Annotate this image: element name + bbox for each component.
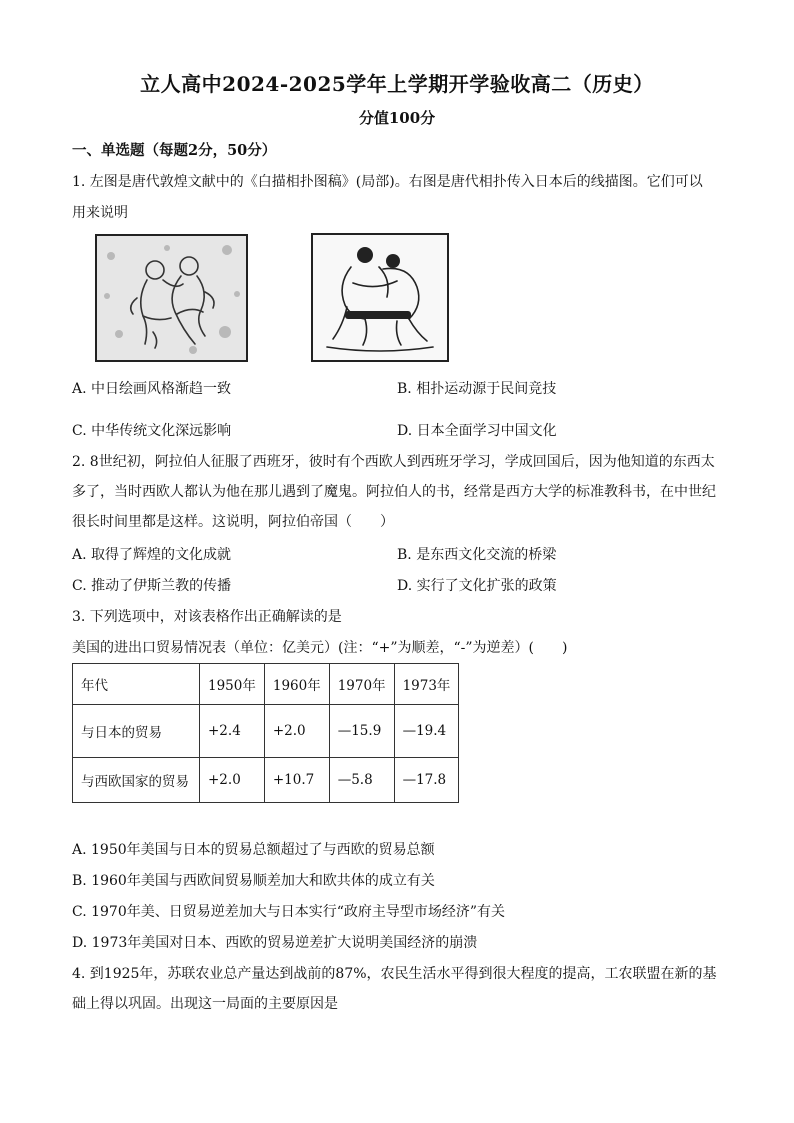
- q1-stem-line2: 用来说明: [72, 205, 128, 221]
- table-row: [73, 758, 459, 803]
- q1-option-b[interactable]: B. 相扑运动源于民间竞技: [397, 381, 557, 397]
- q2-option-c[interactable]: C. 推动了伊斯兰教的传播: [72, 578, 232, 594]
- trade-table: [72, 663, 459, 803]
- q2-option-a[interactable]: A. 取得了辉煌的文化成就: [72, 547, 232, 563]
- table-header-cell: 1973年: [394, 664, 459, 705]
- table-header-cell: 1950年: [200, 664, 265, 705]
- table-cell: —17.8: [394, 758, 459, 803]
- q3-option-b[interactable]: B. 1960年美国与西欧间贸易顺差加大和欧共体的成立有关: [72, 873, 435, 889]
- table-header-cell: 年代: [73, 664, 200, 705]
- section-heading: 一、单选题（每题2分，50分）: [72, 142, 277, 159]
- q3-option-a[interactable]: A. 1950年美国与日本的贸易总额超过了与西欧的贸易总额: [72, 842, 435, 858]
- japanese-sumo-line-drawing-image: [311, 233, 449, 362]
- dunhuang-sketch-figure: [97, 236, 246, 360]
- table-header-row: [73, 664, 459, 705]
- table-cell: +10.7: [264, 758, 329, 803]
- q2-option-b[interactable]: B. 是东西文化交流的桥梁: [397, 547, 557, 563]
- q3-option-d[interactable]: D. 1973年美国对日本、西欧的贸易逆差扩大说明美国经济的崩溃: [72, 935, 478, 951]
- table-cell: 与日本的贸易: [73, 705, 200, 758]
- table-cell: +2.4: [200, 705, 265, 758]
- table-cell: +2.0: [200, 758, 265, 803]
- table-cell: —15.9: [329, 705, 394, 758]
- table-cell: —19.4: [394, 705, 459, 758]
- table-row: [73, 705, 459, 758]
- table-cell: 与西欧国家的贸易: [73, 758, 200, 803]
- q1-option-a[interactable]: A. 中日绘画风格渐趋一致: [72, 381, 232, 397]
- q3-option-c[interactable]: C. 1970年美、日贸易逆差加大与日本实行“政府主导型市场经济”有关: [72, 904, 506, 920]
- table-cell: +2.0: [264, 705, 329, 758]
- q1-stem-line1: 1. 左图是唐代敦煌文献中的《白描相扑图稿》(局部)。右图是唐代相扑传入日本后的线描图。它们可以: [72, 174, 703, 190]
- q3-table-caption: 美国的进出口贸易情况表（单位：亿美元）(注：“+”为顺差，“-”为逆差）( ): [72, 640, 568, 656]
- q4-stem: 4. 到1925年，苏联农业总产量达到战前的87%，农民生活水平得到很大程度的提高，工农联盟在新的基础上得以巩固。出现这一局面的主要原因是: [72, 966, 717, 1012]
- dunhuang-sumo-sketch-image: [95, 234, 248, 362]
- table-header-cell: 1960年: [264, 664, 329, 705]
- table-header-cell: 1970年: [329, 664, 394, 705]
- q3-stem: 3. 下列选项中，对该表格作出正确解读的是: [72, 609, 342, 625]
- q1-option-c[interactable]: C. 中华传统文化深远影响: [72, 423, 232, 439]
- table-cell: —5.8: [329, 758, 394, 803]
- q2-option-d[interactable]: D. 实行了文化扩张的政策: [397, 578, 557, 594]
- q1-option-d[interactable]: D. 日本全面学习中国文化: [397, 423, 557, 439]
- sumo-line-figure: [313, 235, 447, 360]
- page-subtitle: 分值100分: [358, 109, 436, 127]
- page-title: 立人高中2024-2025学年上学期开学验收高二（历史）: [140, 72, 654, 96]
- q2-stem: 2. 8世纪初，阿拉伯人征服了西班牙，彼时有个西欧人到西班牙学习，学成回国后，因为他知道的东西太多了，当时西欧人都认为他在那儿遇到了魔鬼。阿拉伯人的书，经常是西方大学的标准教科书，在中世纪很长时间里都是这样。这说明，阿拉伯帝国（ ）: [72, 454, 716, 530]
